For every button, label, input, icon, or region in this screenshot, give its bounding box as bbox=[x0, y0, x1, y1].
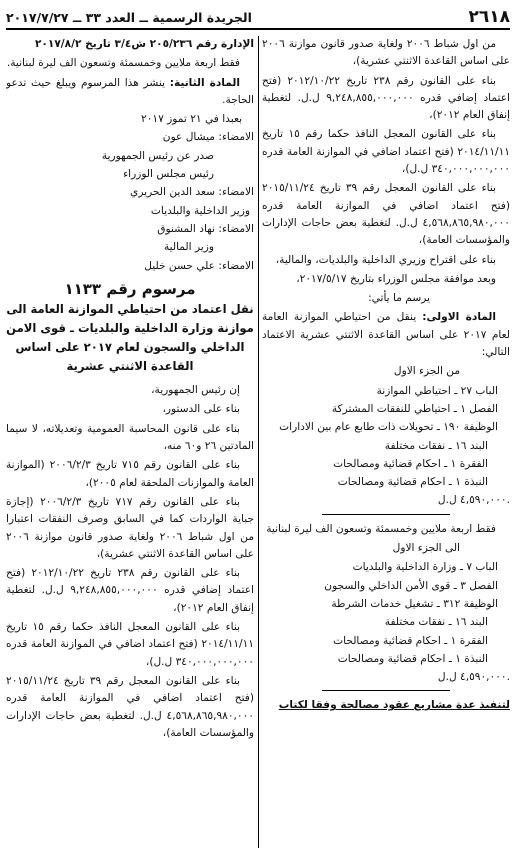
paragraph: بناء على القانون المعجل رقم ٣٩ تاريخ ٢٠١٥/١١/٢٤ (فتح اعتماد اضافي في الموازنة العامة قدره ٤,٥٦٨,٨٦٥,٩٨٠,٠٠٠ ل.ل. لتغطية بعض حاجات الإدارات والمؤسسات العامة)، bbox=[262, 182, 510, 247]
from-row bbox=[262, 438, 510, 455]
paragraph: بناء على الدستور، bbox=[162, 403, 240, 416]
article-2-text: ينشر هذا المرسوم ويبلغ حيث تدعو الحاجة. bbox=[6, 76, 254, 106]
to-row bbox=[262, 578, 510, 595]
interior-title: وزير الداخلية والبلديات bbox=[150, 204, 250, 217]
column-divider bbox=[258, 36, 259, 848]
to-row bbox=[262, 651, 510, 668]
to-row bbox=[262, 559, 510, 576]
finance-title: وزير المالية bbox=[163, 241, 214, 254]
right-column bbox=[262, 36, 510, 848]
to-row-label: النبذة ١ ـ احكام قضائية ومصالحات bbox=[337, 652, 488, 665]
decree-title: مرسوم رقم ١١٣٣ bbox=[64, 279, 196, 298]
from-row-label: الفقرة ١ ـ احكام قضائية ومصالحات bbox=[333, 457, 488, 470]
signature-finance bbox=[6, 258, 254, 275]
article-1-text: ينقل من احتياطي الموازنة العامة لعام ٢٠١٧ على اساس القاعدة الاثنتي عشرية الاعتماد التالي: bbox=[262, 311, 510, 359]
signature-label: الامضاء: bbox=[218, 259, 254, 272]
from-row-label: النبذة ١ ـ احكام قضائية ومصالحات bbox=[337, 476, 488, 489]
paragraph: من اول شباط ٢٠٠٦ ولغاية صدور قانون موازنة ٢٠٠٦ على اساس القاعدة الاثنتي عشرية)، bbox=[262, 38, 510, 68]
paragraph: وبعد موافقة مجلس الوزراء بتاريخ ٢٠١٧/٥/١٧، bbox=[296, 272, 496, 285]
to-part: الى الجزء الاول bbox=[392, 542, 460, 555]
amount-2: ٤,٥٩٠,٠٠٠ ل.ل. bbox=[437, 671, 510, 684]
president-name: ميشال عون bbox=[162, 131, 215, 144]
page-number: ٢٦١٨ bbox=[468, 7, 510, 27]
from-row bbox=[262, 456, 510, 473]
issued-by: صدر عن رئيس الجمهورية bbox=[101, 149, 214, 162]
amount-rule bbox=[322, 690, 450, 691]
from-row bbox=[262, 419, 510, 436]
article-1-label: المادة الاولى: bbox=[422, 311, 497, 324]
to-row bbox=[262, 614, 510, 631]
signature-interior bbox=[6, 221, 254, 238]
page-header bbox=[6, 6, 510, 30]
paragraph: بناء على القانون المعجل النافذ حكما رقم ١٥ تاريخ ٢٠١٤/١١/١١ (فتح اعتماد اضافي في الموازنة العامة قدره ٣٤٠,٠٠٠,٠٠٠,٠٠٠ ل.ل)، bbox=[262, 128, 510, 176]
signing-date: بعبدا في ٢١ تموز ٢٠١٧ bbox=[141, 113, 242, 126]
paragraph: بناء على قانون المحاسبة العمومية وتعديلاته، لا سيما المادتين ٢٦ و٦٠ منه، bbox=[6, 422, 254, 453]
paragraph: إن رئيس الجمهورية، bbox=[151, 384, 240, 397]
amount-1: ٤,٥٩٠,٠٠٠ ل.ل. bbox=[437, 494, 510, 507]
to-row-label: الباب ٧ ـ وزارة الداخلية والبلديات bbox=[352, 561, 498, 574]
to-row-label: البند ١٦ ـ نفقات مختلفة bbox=[384, 616, 488, 629]
paragraph: بناء على القانون رقم ٧١٧ تاريخ ٢٠٠٦/٢/٣ (إجازة جباية الواردات كما في السابق وصرف النفقات اعتبارا من اول شباط ٢٠٠٦ ولغاية صدور قانون موازنة ٢٠٠٦ على اساس القاعدة الاثنتي عشرية)، bbox=[6, 495, 254, 560]
paragraph: بناء على القانون المعجل رقم ٣٩ تاريخ ٢٠١٥/١١/٢٤ (فتح اعتماد اضافي في الموازنة العامة قدره ٤,٥٦٨,٨٦٥,٩٨٠,٠٠٠ ل.ل. لتغطية بعض حاجات الإدارات والمؤسسات العامة)، bbox=[6, 674, 254, 739]
amount-words: فقط اربعة ملايين وخمسمئة وتسعون الف ليرة لبنانية bbox=[266, 522, 496, 535]
signature-label: الامضاء: bbox=[218, 131, 254, 144]
from-row bbox=[262, 383, 510, 400]
decree-subject: نقل اعتماد من احتياطي الموازنة العامة الى موازنة وزارة الداخلية والبلديات ـ قوى الامن الداخلي والسجون لعام ٢٠١٧ على اساس القاعدة الاثنتي عشرية bbox=[6, 302, 254, 374]
left-column bbox=[6, 36, 254, 848]
to-row-label: الفقرة ١ ـ احكام قضائية ومصالحات bbox=[333, 634, 488, 647]
admin-reference: الإدارة رقم ٢٠٥/٢٣٦ ش٣/٤ تاريخ ٢٠١٧/٨/٢ bbox=[34, 38, 254, 50]
to-row-label: الوظيفة ٣١٢ ـ تشغيل خدمات الشرطة bbox=[331, 597, 498, 610]
amount-rule bbox=[322, 514, 450, 515]
to-row bbox=[262, 633, 510, 650]
from-row bbox=[262, 474, 510, 491]
signature-pm bbox=[6, 184, 254, 201]
paragraph: بناء على القانون رقم ٢٣٨ تاريخ ٢٠١٢/١٠/٢٢ (فتح اعتماد إضافي قدره ٩,٢٤٨,٨٥٥,٠٠٠,٠٠٠ ل.ل. لتغطية إنفاق العام ٢٠١٢)، bbox=[262, 74, 510, 122]
interior-name: نهاد المشنوق bbox=[157, 222, 215, 235]
amount-words: فقط اربعة ملايين وخمسمئة وتسعون الف ليرة لبنانية. bbox=[6, 57, 240, 70]
article-1 bbox=[262, 309, 510, 361]
paragraph: بناء على القانون المعجل النافذ حكما رقم ١٥ تاريخ ٢٠١٤/١١/١١ (فتح اعتماد اضافي في الموازنة العامة قدره ٣٤٠,٠٠٠,٠٠٠,٠٠٠ ل.ل)، bbox=[6, 621, 254, 668]
paragraph: يرسم ما يأتي: bbox=[368, 292, 430, 305]
signature-label: الامضاء: bbox=[218, 222, 254, 235]
gazette-title: الجريدة الرسمية ــ العدد ٣٣ ــ ٢٠١٧/٧/٢٧ bbox=[6, 9, 252, 25]
paragraph: بناء على القانون رقم ٢٣٨ تاريخ ٢٠١٢/١٠/٢٢ (فتح اعتماد إضافي قدره ٩,٢٤٨,٨٥٥,٠٠٠,٠٠٠ ل.ل. لتغطية إنفاق العام ٢٠١٢)، bbox=[6, 567, 254, 614]
finance-name: علي حسن خليل bbox=[144, 259, 215, 272]
from-row-label: الباب ٢٧ ـ احتياطي الموازنة bbox=[376, 384, 498, 397]
pm-name: سعد الدين الحريري bbox=[130, 186, 215, 199]
article-2-label: المادة الثانية: bbox=[169, 76, 240, 89]
paragraph: بناء على اقتراح وزيري الداخلية والبلديات، والمالية، bbox=[275, 253, 496, 266]
article-2 bbox=[6, 75, 254, 110]
from-row-label: البند ١٦ ـ نفقات مختلفة bbox=[384, 439, 488, 452]
signature-label: الامضاء: bbox=[218, 186, 254, 199]
bottom-bold-line: لتنفيذ عدة مشاريع عقود مصالحة وفقا لكتاب bbox=[278, 699, 510, 712]
paragraph: بناء على القانون رقم ٧١٥ تاريخ ٢٠٠٦/٢/٣ (الموازنة العامة والموازنات الملحقة لعام ٢٠٠٥)، bbox=[6, 459, 254, 489]
pm-title: رئيس مجلس الوزراء bbox=[123, 168, 214, 181]
to-row-label: الفصل ٣ ـ قوى الأمن الداخلي والسجون bbox=[324, 579, 498, 592]
to-row bbox=[262, 596, 510, 613]
from-row-label: الفصل ١ ـ احتياطي للنفقات المشتركة bbox=[331, 402, 498, 415]
signature-president bbox=[6, 129, 254, 146]
from-row bbox=[262, 401, 510, 418]
from-row-label: الوظيفة ١٩٠ ـ تحويلات ذات طابع عام بين الادارات bbox=[279, 421, 498, 434]
from-part: من الجزء الاول bbox=[393, 365, 460, 378]
